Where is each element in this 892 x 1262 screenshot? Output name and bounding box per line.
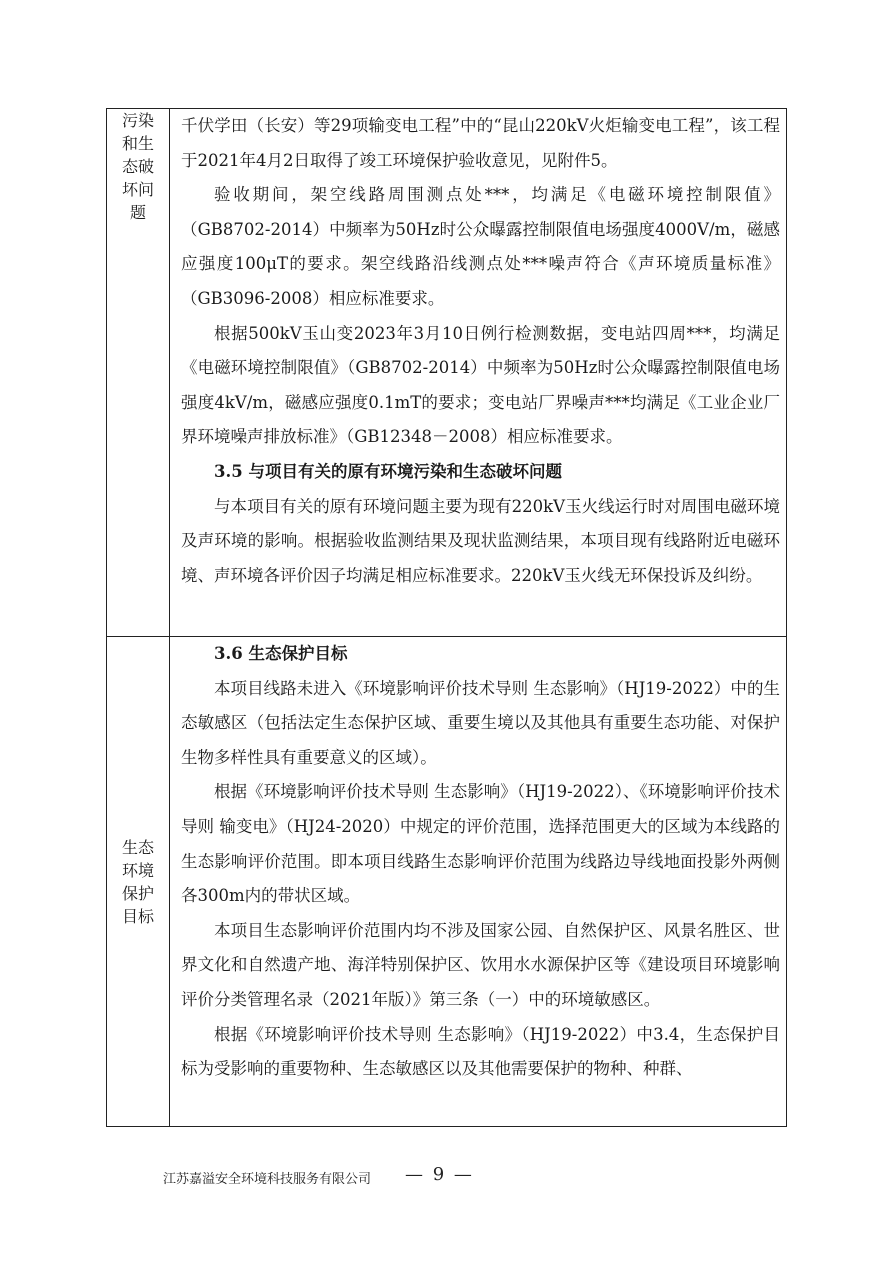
footer-company: 江苏嘉溢安全环境科技服务有限公司 (163, 1172, 372, 1187)
row-content (170, 109, 786, 636)
paragraph: 与本项目有关的原有环境问题主要为现有220kV玉火线运行时对周围电磁环境及声环境的影响。根据验收监测结果及现状监测结果，本项目现有线路附近电磁环境、声环境各评价因子均满足相应标准要求。220kV玉火线无环保投诉及纠纷。 (181, 496, 780, 585)
row-label-cell (107, 637, 170, 1126)
paragraph: 根据《环境影响评价技术导则 生态影响》（HJ19-2022）中3.4，生态保护目标为受影响的重要物种、生态敏感区以及其他需要保护的物种、种群、 (181, 1024, 780, 1079)
row-label: 污染和生态破坏问题 (121, 111, 154, 222)
row-label: 生态环境保护目标 (121, 837, 154, 926)
paragraph: 根据500kV玉山变2023年3月10日例行检测数据，变电站四周***，均满足《电磁环境控制限值》（GB8702-2014）中频率为50Hz时公众曝露控制限值电场强度4kV/m，磁感应强度0.1mT的要求；变电站厂界噪声***均满足《工业企业厂界环境噪声排放标准》（GB12348－2008）相应标准要求。 (181, 323, 780, 447)
content-table (106, 108, 787, 1127)
table-row-pollution (107, 109, 786, 636)
paragraph: 本项目生态影响评价范围内均不涉及国家公园、自然保护区、风景名胜区、世界文化和自然遗产地、海洋特别保护区、饮用水水源保护区等《建设项目环境影响评价分类管理名录（2021年版）》第三条（一）中的环境敏感区。 (181, 920, 780, 1009)
section-heading: 3.5 与项目有关的原有环境污染和生态破坏问题 (214, 461, 562, 481)
row-content (170, 637, 786, 1126)
paragraph: 千伏学田（长安）等29项输变电工程”中的“昆山220kV火炬输变电工程”，该工程于2021年4月2日取得了竣工环境保护验收意见，见附件5。 (181, 116, 780, 170)
paragraph: 本项目线路未进入《环境影响评价技术导则 生态影响》（HJ19-2022）中的生态敏感区（包括法定生态保护区域、重要生境以及其他具有重要生态功能、对保护生物多样性具有重要意义的区域）。 (181, 678, 780, 767)
table-row-eco-protection (107, 636, 786, 1126)
page-footer (150, 1164, 742, 1190)
paragraph: 验收期间，架空线路周围测点处***，均满足《电磁环境控制限值》（GB8702-2014）中频率为50Hz时公众曝露控制限值电场强度4000V/m，磁感应强度100μT的要求。架空线路沿线测点处***噪声符合《声环境质量标准》（GB3096-2008）相应标准要求。 (181, 185, 780, 308)
page-number: — 9 — (405, 1164, 474, 1185)
section-heading: 3.6 生态保护目标 (214, 644, 348, 663)
paragraph: 根据《环境影响评价技术导则 生态影响》（HJ19-2022）、《环境影响评价技术导则 输变电》（HJ24-2020）中规定的评价范围，选择范围更大的区域为本线路的生态影响评价范围。即本项目线路生态影响评价范围为线路边导线地面投影外两侧各300m内的带状区域。 (181, 782, 780, 906)
row-label-cell (107, 109, 170, 636)
